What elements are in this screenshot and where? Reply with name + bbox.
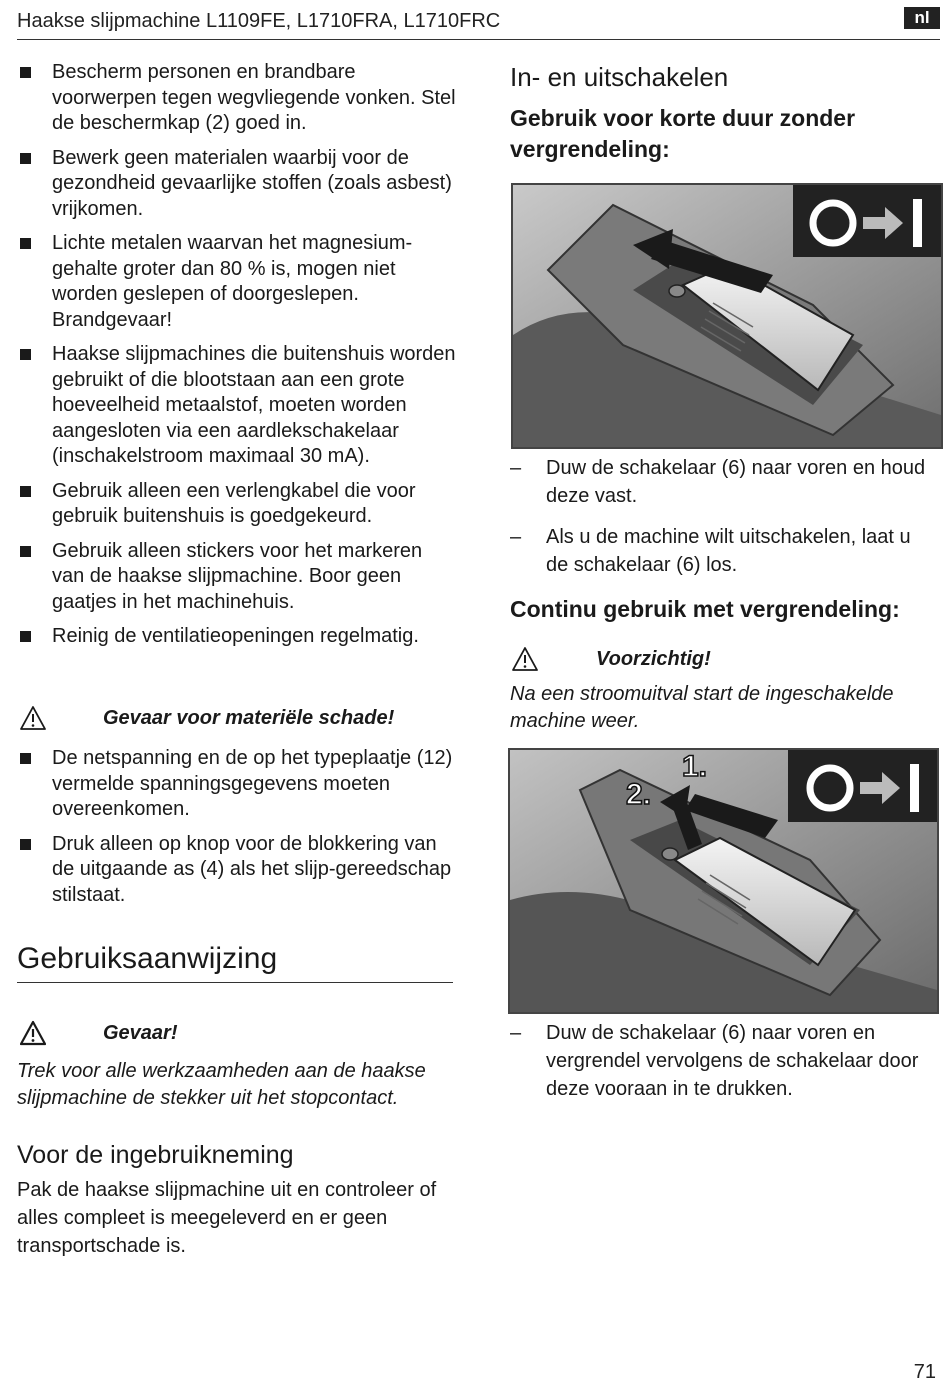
list-item: Druk alleen op knop voor de blokkering van de uitgaande as (4) als het slijp-gereedschap stilstaat.: [17, 832, 457, 909]
ingebruikneming-text: Pak de haakse slijpmachine uit en controleer of alles compleet is meegeleverd en er geen transportschade is.: [17, 1179, 437, 1257]
section-rule: [17, 982, 453, 983]
short-use-steps: [510, 454, 930, 592]
danger-label: Gevaar!: [103, 1021, 178, 1044]
danger-text: Trek voor alle werkzaamheden aan de haakse slijpmachine de stekker uit het stopcontact.: [17, 1060, 426, 1109]
caution-warning: [512, 646, 711, 672]
switch-figure-locking: [508, 748, 939, 1014]
list-item: Lichte metalen waarvan het magnesium-gehalte groter dan 80 % is, mogen niet worden geslepen of doorgeslepen. Brandgevaar!: [17, 231, 457, 333]
danger-warning: [20, 1020, 178, 1046]
caution-text: Na een stroomuitval start de ingeschakelde machine weer.: [510, 683, 894, 732]
section-title-ingebruikneming: Voor de ingebruikneming: [17, 1141, 294, 1169]
section-title-gebruiksaanwijzing: Gebruiksaanwijzing: [17, 942, 278, 975]
caution-label: Voorzichtig!: [596, 647, 711, 670]
continuous-steps: [510, 1019, 930, 1116]
warning-label: Gevaar voor materiële schade!: [103, 706, 395, 729]
warning-triangle-icon: [20, 705, 46, 731]
list-item: – Duw de schakelaar (6) naar voren en vergrendel vervolgens de schakelaar door deze vooraan in te drukken.: [510, 1019, 930, 1103]
list-item: Gebruik alleen een verlengkabel die voor gebruik buitenshuis is goedgekeurd.: [17, 479, 457, 530]
warning-triangle-icon: [20, 1020, 46, 1046]
list-item: Haakse slijpmachines die buitenshuis worden gebruikt of die blootstaan aan een grote hoeveelheid metaalstof, moeten worden aangesloten via een aardlekschakelaar (inschakelstroom maximaal 30 mA).: [17, 342, 457, 470]
page-header-title: Haakse slijpmachine L1109FE, L1710FRA, L1710FRC: [17, 10, 501, 32]
language-badge: nl: [904, 7, 940, 29]
page-number: 71: [913, 1361, 936, 1383]
list-item: – Duw de schakelaar (6) naar voren en houd deze vast.: [510, 454, 930, 510]
section-title-in-uitschakelen: In- en uitschakelen: [510, 62, 729, 92]
list-item: – Als u de machine wilt uitschakelen, laat u de schakelaar (6) los.: [510, 523, 930, 579]
material-bullet-list: [17, 746, 457, 917]
list-item: De netspanning en de op het typeplaatje (12) vermelde spanningsgegevens moeten overeenkomen.: [17, 746, 457, 823]
list-item: Bescherm personen en brandbare voorwerpen tegen wegvliegende vonken. Stel de beschermkap (2) goed in.: [17, 60, 457, 137]
subsection-title-continuous: Continu gebruik met vergrendeling:: [510, 596, 900, 622]
step-label-1: 1.: [682, 750, 708, 783]
step-label-2: 2.: [626, 778, 652, 811]
switch-figure-momentary: [511, 183, 943, 449]
subsection-title-short-use: Gebruik voor korte duur zonder vergrendeling:: [510, 105, 856, 162]
list-item: Bewerk geen materialen waarbij voor de gezondheid gevaarlijke stoffen (zoals asbest) vrijkomen.: [17, 146, 457, 223]
list-item: Gebruik alleen stickers voor het markeren van de haakse slijpmachine. Boor geen gaatjes in het machinehuis.: [17, 539, 457, 616]
header-rule: [17, 39, 940, 40]
warning-triangle-icon: [512, 646, 538, 672]
list-item: Reinig de ventilatieopeningen regelmatig.: [17, 624, 457, 650]
safety-bullet-list: [17, 60, 457, 659]
material-damage-warning: [20, 705, 394, 731]
